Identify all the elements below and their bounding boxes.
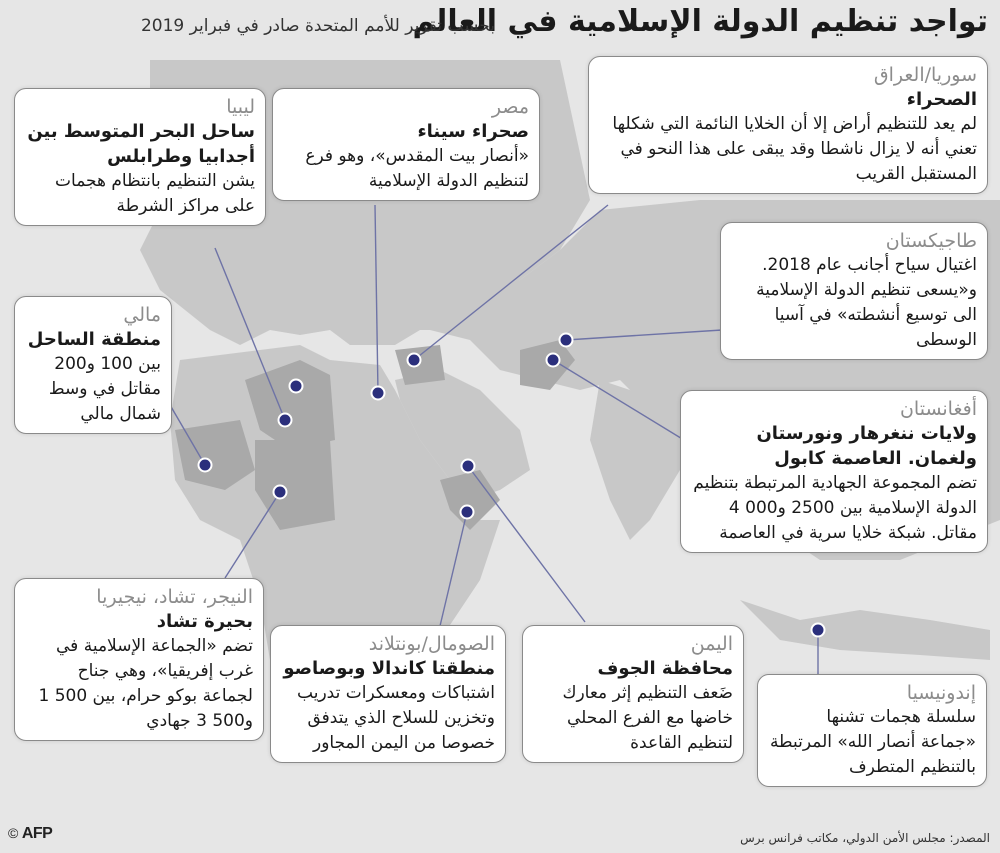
source-credit: المصدر: مجلس الأمن الدولي، مكاتب فرانس برس	[740, 831, 990, 845]
card-country: مصر	[491, 96, 529, 118]
location-dot-indonesia	[812, 624, 825, 637]
card-description: لم يعد للتنظيم أراض إلا أن الخلايا النائمة التي شكلها تعني أنه لا يزال ناشطا وقد يبقى على هذا النحو في المستقبل القريب	[612, 114, 977, 184]
info-card-indonesia	[757, 674, 987, 787]
card-description: «أنصار بيت المقدس»، وهو فرع لتنظيم الدولة الإسلامية	[305, 146, 529, 191]
card-country: مالي	[123, 304, 161, 326]
card-region: الصحراء	[906, 89, 977, 110]
card-region: محافظة الجوف	[597, 658, 733, 679]
info-card-syria-iraq	[588, 56, 988, 194]
card-country: ليبيا	[226, 96, 255, 118]
card-country: النيجر، تشاد، نيجيريا	[96, 586, 253, 608]
location-dot-lake-chad	[274, 486, 287, 499]
page-subtitle: بحسب تقرير للأمم المتحدة صادر في فبراير 2019	[140, 16, 495, 36]
card-country: اليمن	[690, 633, 733, 655]
location-dot-yemen	[462, 460, 475, 473]
card-country: الصومال/بونتلاند	[368, 633, 495, 655]
card-region: منطقتا كاندالا وبوصاصو	[283, 658, 495, 679]
info-card-egypt	[272, 88, 540, 201]
card-country: طاجيكستان	[885, 230, 977, 252]
info-card-somalia-puntland	[270, 625, 506, 763]
card-description: تضم «الجماعة الإسلامية في غرب إفريقيا»، وهي جناح لجماعة بوكو حرام، بين 500 1 و500 3 جهادي	[38, 636, 253, 731]
location-dot-somalia	[461, 506, 474, 519]
info-card-niger-chad-nigeria	[14, 578, 264, 741]
location-dot-libya-coast	[290, 380, 303, 393]
logo-text: AFP	[21, 825, 53, 842]
card-region: ساحل البحر المتوسط بين أجدابيا وطرابلس	[27, 121, 255, 167]
afp-logo	[8, 825, 52, 843]
info-card-libya	[14, 88, 266, 226]
card-region: بحيرة تشاد	[156, 611, 253, 632]
card-region: صحراء سيناء	[417, 121, 529, 142]
card-region: ولايات ننغرهار ونورستان ولغمان. العاصمة كابول	[756, 423, 977, 469]
location-dot-tajikistan	[560, 334, 573, 347]
info-card-yemen	[522, 625, 744, 763]
info-card-mali	[14, 296, 172, 434]
page-title: تواجد تنظيم الدولة الإسلامية في العالم	[412, 4, 988, 39]
location-dot-syria-iraq	[408, 354, 421, 367]
info-card-afghanistan	[680, 390, 988, 553]
location-dot-sinai	[372, 387, 385, 400]
card-country: سوريا/العراق	[873, 64, 977, 86]
card-region: منطقة الساحل	[27, 329, 161, 350]
card-description: اغتيال سياح أجانب عام 2018. و«يسعى تنظيم الدولة الإسلامية الى توسيع أنشطته» في آسيا الوسطى	[756, 255, 977, 350]
card-description: اشتباكات ومعسكرات تدريب وتخزين للسلاح الذي يتدفق خصوصا من اليمن المجاور	[297, 683, 495, 753]
card-description: سلسلة هجمات تشنها «جماعة أنصار الله» المرتبطة بالتنظيم المتطرف	[769, 707, 976, 777]
info-card-tajikistan	[720, 222, 988, 360]
card-country: أفغانستان	[899, 398, 977, 420]
card-description: يشن التنظيم بانتظام هجمات على مراكز الشرطة	[55, 171, 255, 216]
card-description: ضَعف التنظيم إثر معارك خاضها مع الفرع المحلي لتنظيم القاعدة	[562, 683, 733, 753]
copyright-symbol: ©	[8, 825, 18, 841]
card-description: بين 100 و200 مقاتل في وسط شمال مالي	[48, 354, 161, 424]
location-dot-afghanistan	[547, 354, 560, 367]
location-dot-mali	[199, 459, 212, 472]
card-description: تضم المجموعة الجهادية المرتبطة بتنظيم الدولة الإسلامية بين 2500 و000 4 مقاتل. شبكة خلايا سرية في العاصمة	[693, 473, 977, 543]
location-dot-libya	[279, 414, 292, 427]
card-country: إندونيسيا	[906, 682, 976, 704]
